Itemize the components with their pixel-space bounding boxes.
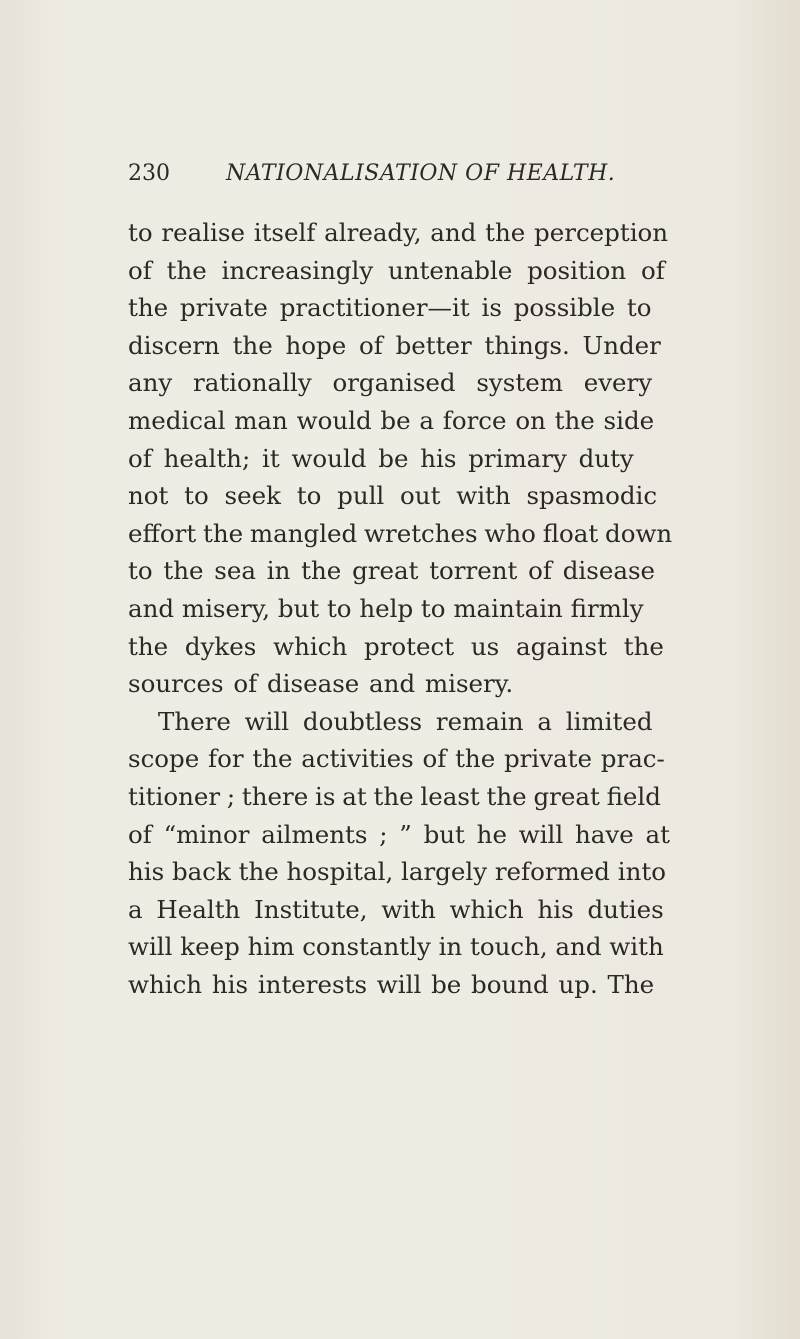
running-title: NATIONALISATION OF HEALTH. bbox=[226, 161, 616, 186]
page-header bbox=[128, 160, 688, 200]
text-line: to the sea in the great torrent of disease bbox=[128, 556, 656, 586]
text-line: his back the hospital, largely reformed into bbox=[128, 857, 666, 887]
text-line: of health; it would be his primary duty bbox=[128, 443, 634, 473]
text-line: There will doubtless remain a limited bbox=[158, 706, 653, 736]
text-line: a Health Institute, with which his duties bbox=[128, 894, 664, 924]
text-line: of the increasingly untenable position of bbox=[128, 255, 665, 285]
text-line: the dykes which protect us against the bbox=[128, 631, 664, 661]
text-line: to realise itself already, and the perception bbox=[128, 218, 669, 247]
text-line: any rationally organised system every bbox=[128, 368, 653, 398]
text-line: medical man would be a force on the side bbox=[128, 405, 655, 435]
page-number: 230 bbox=[128, 161, 170, 186]
text-line: effort the mangled wretches who float down bbox=[128, 518, 673, 548]
text-line: of “minor ailments ; ” but he will have at bbox=[128, 819, 670, 849]
text-line: scope for the activities of the private prac- bbox=[128, 744, 665, 774]
text-line: not to seek to pull out with spasmodic bbox=[128, 481, 658, 511]
text-line: titioner ; there is at the least the great field bbox=[128, 781, 661, 811]
text-line: the private practitioner—it is possible to bbox=[128, 293, 652, 323]
text-line: will keep him constantly in touch, and with bbox=[128, 932, 664, 962]
text-line: discern the hope of better things. Under bbox=[128, 330, 661, 360]
text-line: and misery, but to help to maintain firmly bbox=[128, 593, 644, 623]
body-text bbox=[128, 214, 686, 1003]
text-line: which his interests will be bound up. The bbox=[128, 969, 655, 999]
text-line: sources of disease and misery. bbox=[128, 669, 514, 699]
